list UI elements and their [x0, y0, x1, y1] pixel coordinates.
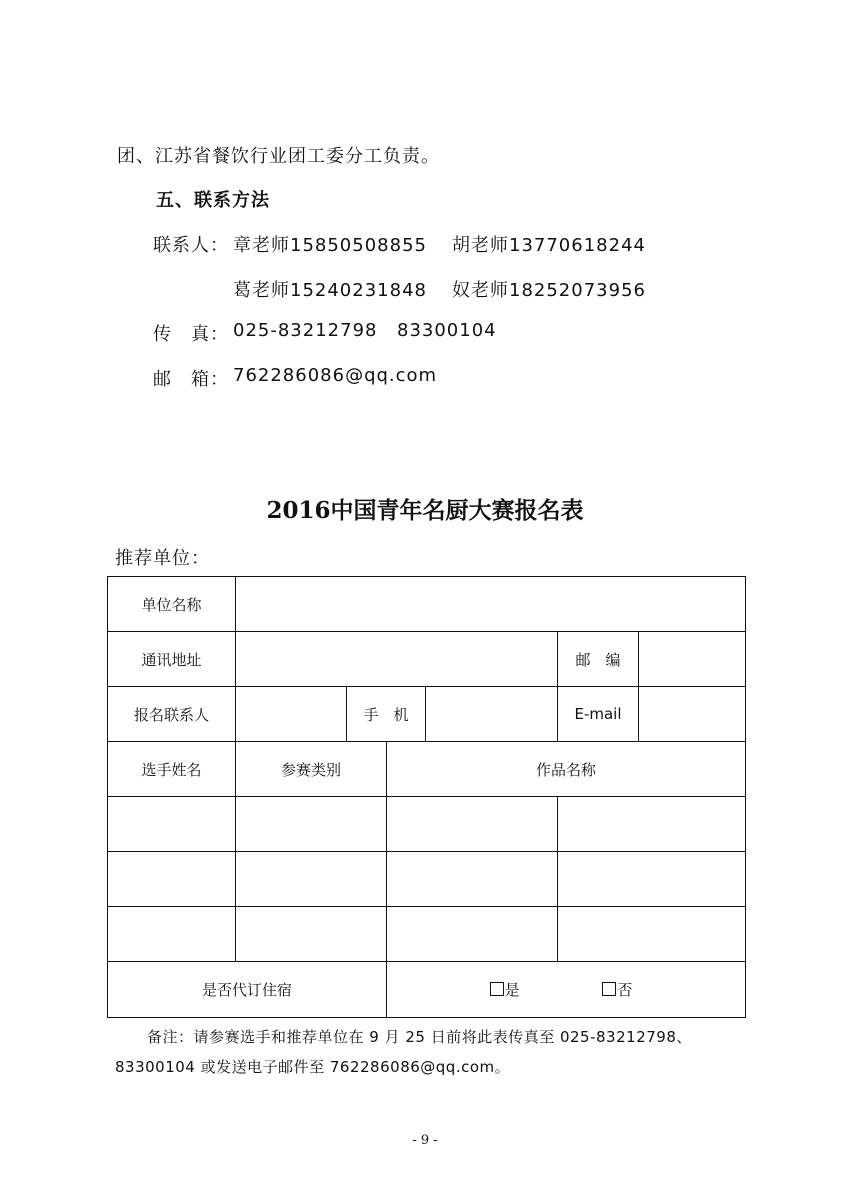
category-header: 参赛类别	[236, 742, 387, 797]
mobile-field[interactable]	[426, 687, 558, 742]
postcode-label: 邮 编	[558, 632, 639, 687]
contact-name: 章老师	[233, 235, 290, 256]
contact-1	[233, 231, 427, 257]
lodging-yes-option[interactable]	[490, 979, 520, 1000]
work-name-cell[interactable]	[558, 907, 746, 962]
note-line-1: 备注：请参赛选手和推荐单位在 9 月 25 日前将此表传真至 025-83212798、	[147, 1028, 692, 1046]
yes-checkbox[interactable]	[490, 982, 504, 996]
address-label: 通讯地址	[108, 632, 236, 687]
intro-line: 团、江苏省餐饮行业团工委分工负责。	[117, 146, 440, 167]
contact-phone: 13770618244	[509, 235, 646, 256]
email-field[interactable]	[639, 687, 746, 742]
email-address: 762286086@qq.com	[233, 365, 438, 386]
contact-label: 联系人：	[153, 235, 229, 256]
contact-3	[233, 276, 427, 302]
work-name-cell[interactable]	[558, 797, 746, 852]
contact-4	[452, 276, 646, 302]
email-label-cell: E-mail	[558, 687, 639, 742]
no-label: 否	[617, 981, 633, 999]
registration-table	[107, 576, 746, 1018]
work-name-cell[interactable]	[387, 907, 558, 962]
yes-label: 是	[504, 981, 520, 999]
work-name-header: 作品名称	[387, 742, 746, 797]
contestant-name-cell[interactable]	[108, 852, 236, 907]
category-cell[interactable]	[236, 797, 387, 852]
fax-label: 传 真：	[153, 324, 229, 345]
contact-phone: 15850508855	[290, 235, 427, 256]
category-cell[interactable]	[236, 907, 387, 962]
work-name-cell[interactable]	[558, 852, 746, 907]
contestant-name-header: 选手姓名	[108, 742, 236, 797]
contact-phone: 15240231848	[290, 280, 427, 301]
lodging-no-option[interactable]	[602, 979, 632, 1000]
email-label: 邮 箱：	[153, 369, 229, 390]
unit-name-field[interactable]	[236, 577, 746, 632]
lodging-label: 是否代订住宿	[108, 962, 387, 1018]
note-line-2: 83300104 或发送电子邮件至 762286086@qq.com。	[115, 1058, 511, 1076]
fax-number-2: 83300104	[397, 320, 497, 341]
contact-name: 奴老师	[452, 280, 509, 301]
form-title: 2016中国青年名厨大赛报名表	[266, 497, 584, 524]
page-number: - 9 -	[412, 1133, 438, 1148]
lodging-options	[387, 962, 746, 1018]
contact-name: 葛老师	[233, 280, 290, 301]
registrant-label: 报名联系人	[108, 687, 236, 742]
no-checkbox[interactable]	[602, 982, 616, 996]
contact-phone: 18252073956	[509, 280, 646, 301]
recommender-label: 推荐单位：	[115, 548, 210, 569]
mobile-label: 手 机	[347, 687, 426, 742]
fax-number-1: 025-83212798	[233, 320, 378, 341]
work-name-cell[interactable]	[387, 797, 558, 852]
postcode-field[interactable]	[639, 632, 746, 687]
contact-name: 胡老师	[452, 235, 509, 256]
unit-name-label: 单位名称	[108, 577, 236, 632]
contestant-name-cell[interactable]	[108, 907, 236, 962]
contact-2	[452, 231, 646, 257]
contestant-name-cell[interactable]	[108, 797, 236, 852]
section-heading: 五、联系方法	[156, 190, 270, 211]
address-field[interactable]	[236, 632, 558, 687]
category-cell[interactable]	[236, 852, 387, 907]
work-name-cell[interactable]	[387, 852, 558, 907]
registrant-field[interactable]	[236, 687, 347, 742]
